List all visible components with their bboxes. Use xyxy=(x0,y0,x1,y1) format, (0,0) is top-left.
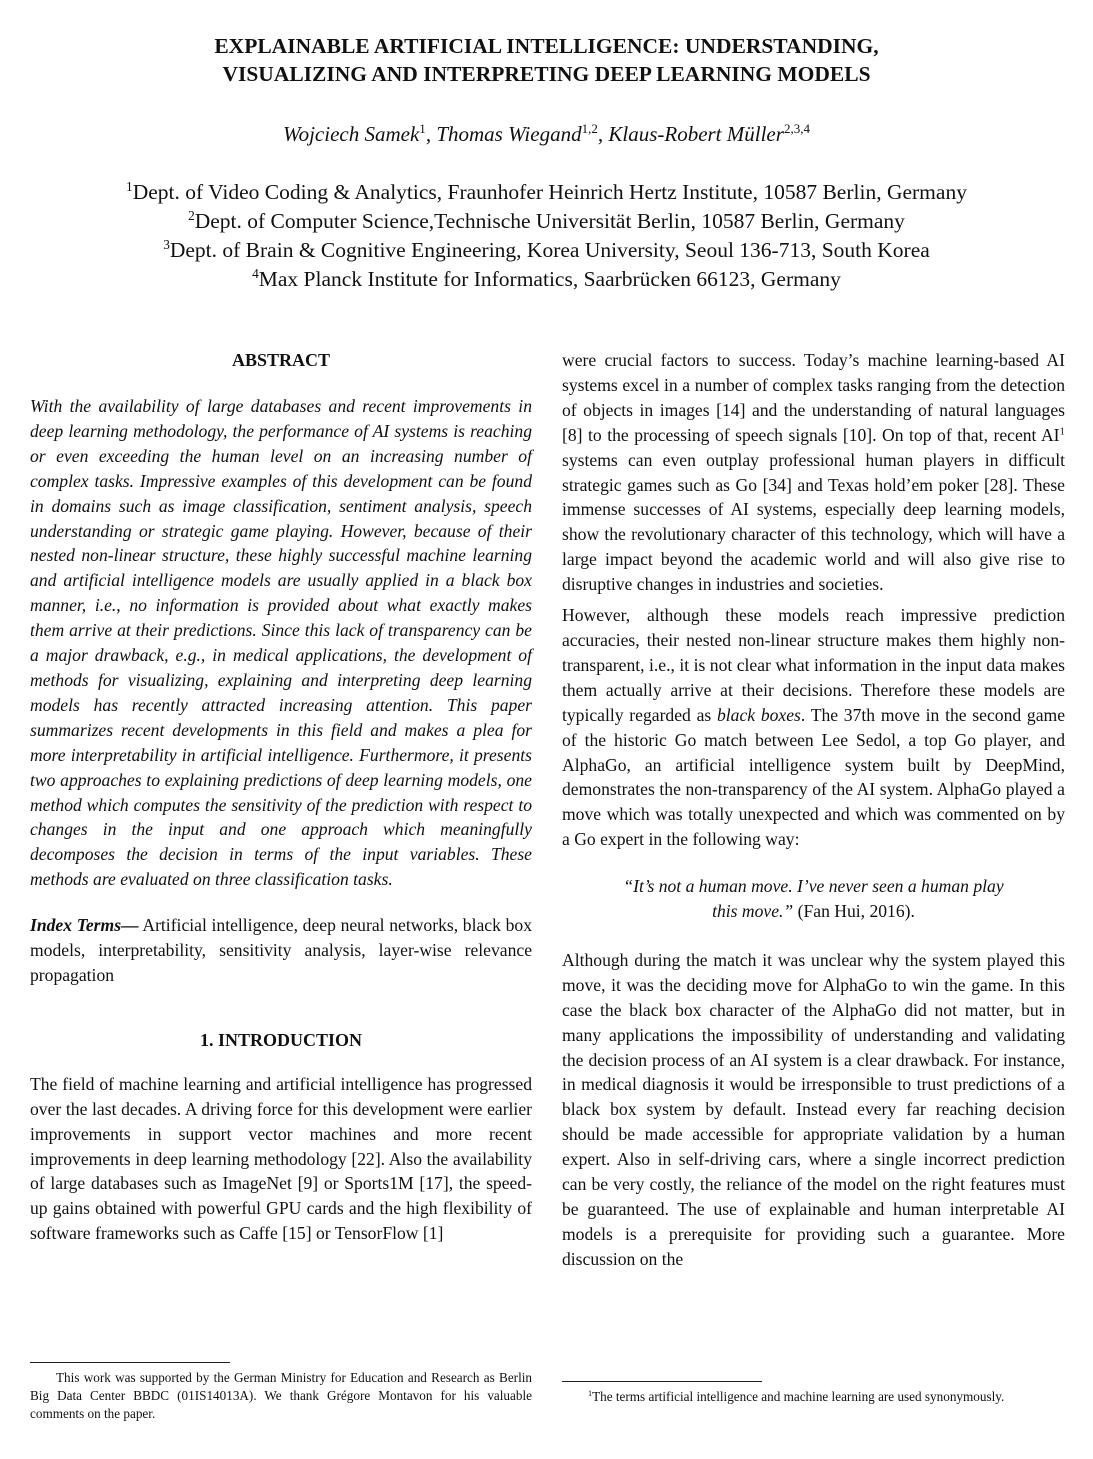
index-terms-label: Index Terms— xyxy=(30,915,139,936)
affiliation xyxy=(0,265,1093,294)
body-paragraph: Although during the match it was unclear why the system played this move, it was the deciding move for AlphaGo to win the game. In this case the black box character of the AlphaGo did not matter, but in many applications the impossibility of understanding and validating the decision process of an AI system is a clear drawback. For instance, in medical diagnosis it would be irresponsible to trust predictions of a black box system by default. Instead every far reaching decision should be made accessible for appropriate validation by a human expert. Also in self-driving cars, where a single incorrect prediction can be very costly, the reliance of the model on the right features must be guaranteed. The use of explainable and human interpretable AI models is a prerequisite for providing such a guarantee. More discussion on the xyxy=(562,949,1065,1269)
body-text: . The 37th move in the second game of the historic Go match between Lee Sedol, a top Go player, and AlphaGo, an artificial intelligence system built by DeepMind, demonstrates the non-transparency of the AI system. AlphaGo played a move which was totally unexpected and which was commented on by a Go expert in the following way: xyxy=(562,704,1065,850)
affiliation-marker: 4 xyxy=(252,265,259,281)
footnote-marker: 1 xyxy=(1059,424,1065,437)
block-quote xyxy=(614,874,1013,924)
affiliation-marker: 2 xyxy=(188,207,195,223)
author-name: Klaus-Robert Müller xyxy=(608,122,784,146)
footnote-marker: 1 xyxy=(588,1388,593,1398)
paper-title xyxy=(0,32,1093,88)
introduction-heading: 1. INTRODUCTION xyxy=(199,1029,363,1050)
body-text: systems can even outplay professional human players in difficult strategic games such as Go [34] and Texas hold’em poker [28]. These immense successes of AI systems, especially deep learning models, show the revolutionary character of this technology, which will have a large impact beyond the academic world and will also give rise to disruptive changes in industries and societies. xyxy=(562,449,1065,595)
body-paragraph xyxy=(562,603,1065,852)
quote-text: “It’s not a human move. I’ve never seen a human play this move.” xyxy=(623,876,1004,922)
title-line-2: VISUALIZING AND INTERPRETING DEEP LEARNING MODELS xyxy=(222,62,871,86)
index-terms xyxy=(30,913,532,988)
affiliation-marker: 3 xyxy=(163,236,170,252)
footnote-rule xyxy=(30,1362,230,1363)
author-affil-marker: 2,3,4 xyxy=(783,120,810,136)
quote-source: (Fan Hui, 2016). xyxy=(793,901,915,922)
affiliation-list xyxy=(0,178,1093,294)
affiliation xyxy=(0,207,1093,236)
affiliation-text: Dept. of Video Coding & Analytics, Fraunhofer Heinrich Hertz Institute, 10587 Berlin, Germany xyxy=(132,180,967,204)
abstract-text: With the availability of large databases and recent improvements in deep learning methodology, the performance of AI systems is reaching or even exceeding the human level on an increasing number of complex tasks. Impressive examples of this development can be found in domains such as image classification, sentiment analysis, speech understanding or strategic game playing. However, because of their nested non-linear structure, these highly successful machine learning and artificial intelligence models are usually applied in a black box manner, i.e., no information is provided about what exactly makes them arrive at their predictions. Since this lack of transparency can be a major drawback, e.g., in medical applications, the development of methods for visualizing, explaining and interpreting deep learning models has recently attracted increasing attention. This paper summarizes recent developments in this field and makes a plea for more interpretability in artificial intelligence. Furthermore, it presents two approaches to explaining predictions of deep learning models, one method which computes the sensitivity of the prediction with respect to changes in the input and one approach which meaningfully decomposes the decision in terms of the input variables. These methods are evaluated on three classification tasks. xyxy=(30,396,532,890)
footnote-terminology xyxy=(562,1388,1065,1406)
author-affil-marker: 1 xyxy=(419,120,426,136)
author-separator: , xyxy=(597,122,609,146)
affiliation-text: Dept. of Brain & Cognitive Engineering, Korea University, Seoul 136-713, South Korea xyxy=(169,238,930,262)
affiliation-marker: 1 xyxy=(126,178,133,194)
author-list xyxy=(0,120,1093,148)
author-name: Wojciech Samek xyxy=(283,122,420,146)
footnote-rule xyxy=(562,1381,762,1382)
body-text: were crucial factors to success. Today’s machine learning-based AI systems excel in a number of complex tasks ranging from the detection of objects in images [14] and the understanding of natural languages [8] to the processing of speech signals [10]. On top of that, recent AI xyxy=(562,350,1065,445)
right-column xyxy=(562,348,1065,1272)
body-paragraph xyxy=(562,348,1065,597)
left-column xyxy=(30,348,532,1246)
index-terms-text: Artificial intelligence, deep neural networks, black box models, interpretability, sensitivity analysis, layer-wise relevance propagation xyxy=(30,915,532,985)
footnote-funding-text: This work was supported by the German Ministry for Education and Research as Berlin Big Data Center BBDC (01IS14013A). We thank Grégore Montavon for his valuable comments on the paper. xyxy=(30,1370,532,1421)
introduction-paragraph: The field of machine learning and artificial intelligence has progressed over the last decades. A driving force for this development were earlier improvements in support vector machines and more recent improvements in deep learning methodology [22]. Also the availability of large databases such as ImageNet [9] or Sports1M [17], the speed-up gains obtained with powerful GPU cards and the high flexibility of software frameworks such as Caffe [15] or TensorFlow [1] xyxy=(30,1073,532,1244)
abstract-heading: ABSTRACT xyxy=(231,350,331,370)
footnote-funding xyxy=(30,1369,532,1423)
emphasis-text: black boxes xyxy=(716,704,801,725)
footnote-terminology-text: The terms artificial intelligence and machine learning are used synonymously. xyxy=(592,1389,1005,1404)
affiliation-text: Max Planck Institute for Informatics, Saarbrücken 66123, Germany xyxy=(258,267,841,291)
author-name: Thomas Wiegand xyxy=(436,122,582,146)
affiliation xyxy=(0,236,1093,265)
author-affil-marker: 1,2 xyxy=(581,120,598,136)
title-line-1: EXPLAINABLE ARTIFICIAL INTELLIGENCE: UNDERSTANDING, xyxy=(214,34,879,58)
affiliation xyxy=(0,178,1093,207)
author-separator: , xyxy=(425,122,437,146)
affiliation-text: Dept. of Computer Science,Technische Universität Berlin, 10587 Berlin, Germany xyxy=(194,209,905,233)
body-text: However, although these models reach impressive prediction accuracies, their nested non-linear structure makes them highly non-transparent, i.e., it is not clear what information in the input data makes them actually arrive at their decisions. Therefore these models are typically regarded as xyxy=(562,605,1065,725)
